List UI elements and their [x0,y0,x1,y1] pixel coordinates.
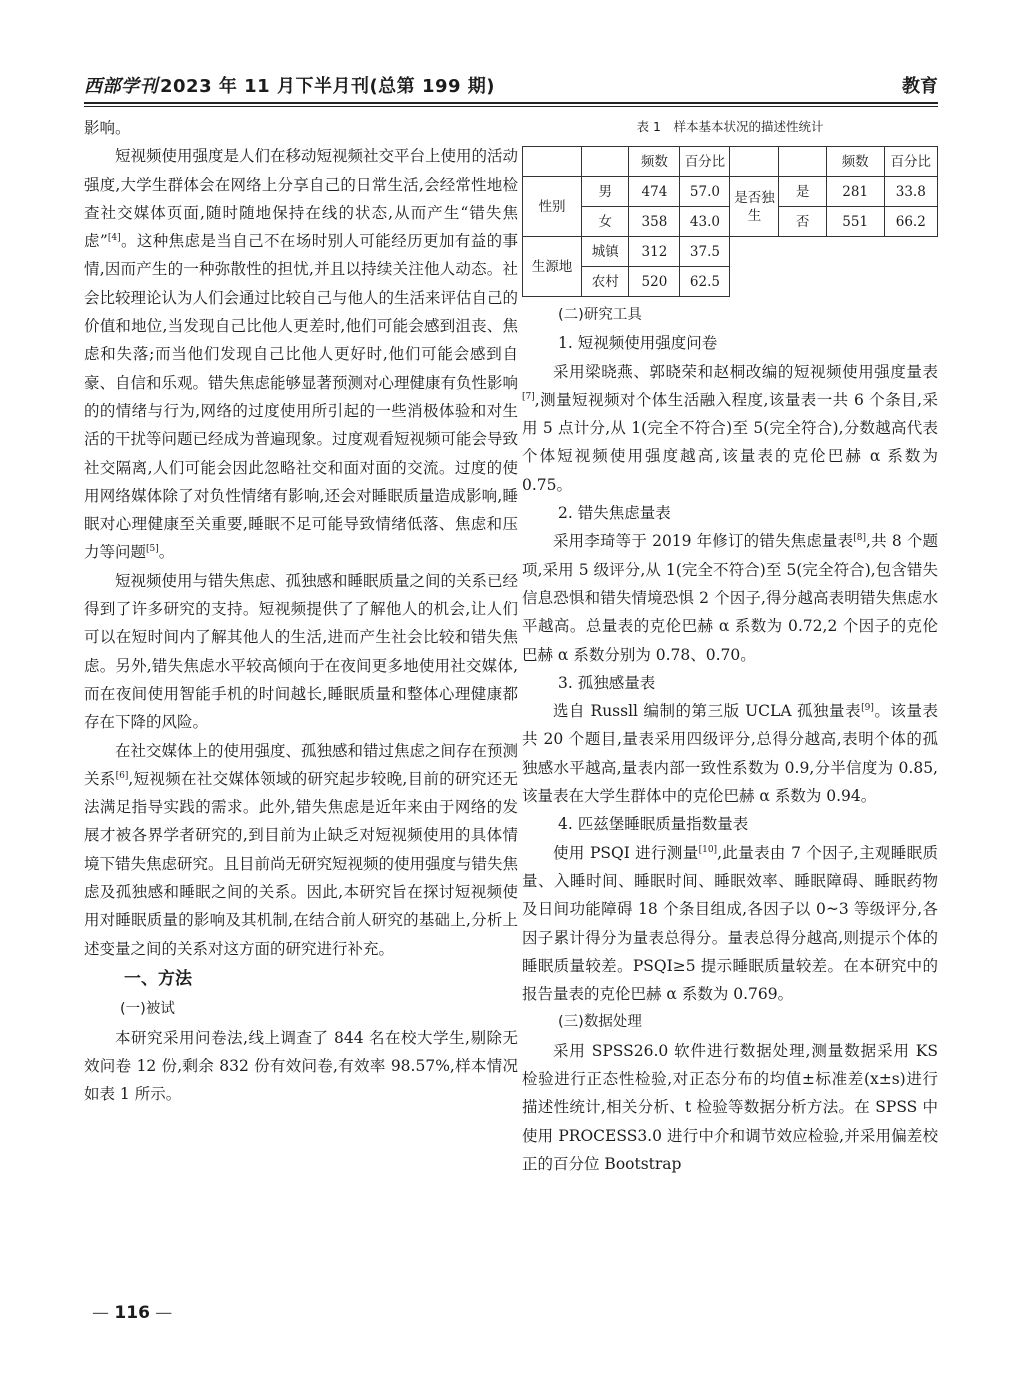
table-cell: 否 [779,207,826,237]
text-run: 采用梁晓燕、郭晓荣和赵桐改编的短视频使用强度量表 [553,362,938,381]
table-cell: 43.0 [680,207,730,237]
citation: [5] [146,544,159,555]
table-cell [523,147,582,177]
paragraph [84,142,518,566]
citation: [7] [522,391,535,402]
table-header: 百分比 [884,147,937,177]
table-row [523,177,938,207]
text-run: 使用 PSQI 进行测量 [553,843,699,862]
paragraph: 采用 SPSS26.0 软件进行数据处理,测量数据采用 KS 检验进行正态性检验,对正态分布的均值±标准差(x±s)进行描述性统计,相关分析、t 检验等数据分析方法。在 SPSS 中使用 PROCESS3.0 进行中介和调节效应检验,并采用偏差校正的百分位 Bootstrap [522,1041,938,1173]
item-heading: 1. 短视频使用强度问卷 [558,334,718,353]
item-heading: 3. 孤独感量表 [558,673,656,692]
item-heading: 2. 错失焦虑量表 [558,504,671,523]
table-header-row [523,147,938,177]
paragraph: 短视频使用与错失焦虑、孤独感和睡眠质量之间的关系已经得到了许多研究的支持。短视频提供了了解他人的机会,让人们可以在短时间内了解其他人的生活,进而产生社会比较和错失焦虑。另外,错失焦虑水平较高倾向于在夜间更多地使用社交媒体,而在夜间使用智能手机的时间越长,睡眠质量和整体心理健康都存在下降的风险。 [84,571,519,732]
table-cell: 551 [826,207,884,237]
citation: [6] [115,770,129,781]
paragraph [84,737,518,963]
section-heading: 一、方法 [124,968,192,989]
table-cell: 37.5 [680,237,730,267]
paragraph [522,358,938,499]
header-rule-thin [84,106,938,107]
text-run: ,共 8 个题项,采用 5 级评分,从 1(完全不符合)至 5(完全符合),包含错失信息恐惧和错失情境恐惧 2 个因子,得分越高表明错失焦虑水平越高。总量表的克伦巴赫 α 系数为 0.72,2 个因子的克伦巴赫 α 系数分别为 0.78、0.70。 [522,532,938,664]
header-journal [84,72,495,98]
table-cell [582,147,629,177]
text-run: ,测量短视频对个体生活融入程度,该量表一共 6 个条目,采用 5 点计分,从 1(完全不符合)至 5(完全符合),分数越高代表个体短视频使用强度越高,该量表的克伦巴赫 α 系数为 0.75。 [522,390,938,494]
subsection-heading: (一)被试 [120,1001,175,1018]
table-cell: 520 [629,267,680,297]
text-run: 采用李琦等于 2019 年修订的错失焦虑量表 [553,532,854,551]
header-issue: 2023 年 11 月下半月刊(总第 199 期) [160,76,496,97]
table-cell: 62.5 [680,267,730,297]
paragraph [522,839,938,1009]
citation: [4] [107,233,121,244]
table-cell: 358 [629,207,680,237]
table-cell: 33.8 [884,177,937,207]
header-section: 教育 [902,76,938,97]
table-cell: 281 [826,177,884,207]
row-group-label: 性别 [523,177,582,237]
table-cell: 312 [629,237,680,267]
table-caption: 表 1 样本基本状况的描述性统计 [636,119,824,134]
citation: [10] [698,844,718,855]
subsection-heading: (三)数据处理 [558,1014,642,1031]
paragraph [522,527,938,668]
footer-dash: — [92,1303,115,1323]
table-cell: 农村 [582,267,629,297]
running-header [84,66,938,102]
text-run: 短视频使用强度是人们在移动短视频社交平台上使用的活动强度,大学生群体会在网络上分享自己的日常生活,会经常性地检查社交媒体页面,随时随地保持在线的状态,从而产生“错失焦虑” [84,147,519,251]
citation: [8] [853,533,867,544]
table-cell: 城镇 [582,237,629,267]
footer-dash: — [149,1303,173,1323]
journal-logo: 西部学刊 [84,76,158,97]
table-cell: 57.0 [680,177,730,207]
header-rule [84,102,938,104]
text-run: 。该量表共 20 个题目,量表采用四级评分,总得分越高,表明个体的孤独感水平越高,量表内部一致性系数为 0.9,分半信度为 0.85,该量表在大学生群体中的克伦巴赫 α 系数为 0.94。 [522,702,938,806]
table-cell: 66.2 [884,207,937,237]
table-header: 频数 [826,147,884,177]
text-run: 。这种焦虑是当自己不在场时别人可能经历更加有益的事情,因而产生的一种弥散性的担忧,并且以持续关注他人动态。社会比较理论认为人们会通过比较自己与他人的生活来评估自己的价值和地位,当发现自己比他人更差时,他们可能会感到沮丧、焦虑和失落;而当他们发现自己比他人更好时,他们可能会感到自豪、自信和乐观。错失焦虑能够显著预测对心理健康有负性影响的的情绪与行为,网络的过度使用所引起的一些消极体验和对生活的干扰等问题已经成为普遍现象。过度观看短视频可能会导致社交隔离,人们可能会因此忽略社交和面对面的交流。过度的使用网络媒体除了对负性情绪有影响,还会对睡眠质量造成影响,睡眠对心理健康至关重要,睡眠不足可能导致情绪低落、焦虑和压力等问题 [84,232,519,562]
right-column [522,114,938,1178]
table-header: 百分比 [680,147,730,177]
page-footer [92,1303,172,1323]
table-cell: 女 [582,207,629,237]
table-row [523,237,938,267]
table-row [523,267,938,297]
text-run: 。 [158,543,175,562]
table-header: 频数 [629,147,680,177]
page-number: 116 [114,1303,150,1323]
table-cell: 474 [629,177,680,207]
text-run: ,此量表由 7 个因子,主观睡眠质量、入睡时间、睡眠时间、睡眠效率、睡眠障碍、睡眠药物及日间功能障碍 18 个条目组成,各因子以 0~3 等级评分,各因子累计得分为量表总得分。量表总得分越高,则提示个体的睡眠质量较差。PSQI≥5 提示睡眠质量较差。在本研究中的报告量表的克伦巴赫 α 系数为 0.769。 [522,843,938,1004]
citation: [9] [861,703,874,713]
text-run: ,短视频在社交媒体领域的研究起步较晚,目前的研究还无法满足指导实践的需求。此外,错失焦虑是近年来由于网络的发展才被各界学者研究的,到目前为止缺乏对短视频使用的具体情境下错失焦虑研究。且目前尚无研究短视频的使用强度与错失焦虑及孤独感和睡眠之间的关系。因此,本研究旨在探讨短视频使用对睡眠质量的影响及其机制,在结合前人研究的基础上,分析上述变量之间的关系对这方面的研究进行补充。 [84,769,519,958]
left-column [84,114,518,1108]
table-cell: 是 [779,177,826,207]
text-run: 选自 Russll 编制的第三版 UCLA 孤独量表 [553,702,862,721]
text-run: 在社交媒体上的使用强度、孤独感和错过焦虑之间存在预测关系 [84,741,519,788]
paragraph: 本研究采用问卷法,线上调查了 844 名在校大学生,剔除无效问卷 12 份,剩余 832 份有效问卷,有效率 98.57%,样本情况如表 1 所示。 [84,1028,518,1104]
table-cell [730,147,779,177]
continuation-text: 影响。 [84,119,131,137]
table-cell [779,147,826,177]
row-group-label: 是否独生 [730,177,779,237]
subsection-heading: (二)研究工具 [558,307,642,323]
row-group-label: 生源地 [523,237,582,297]
sample-table [522,146,938,297]
paragraph [522,697,938,810]
item-heading: 4. 匹兹堡睡眠质量指数量表 [558,815,749,834]
table-cell: 男 [582,177,629,207]
